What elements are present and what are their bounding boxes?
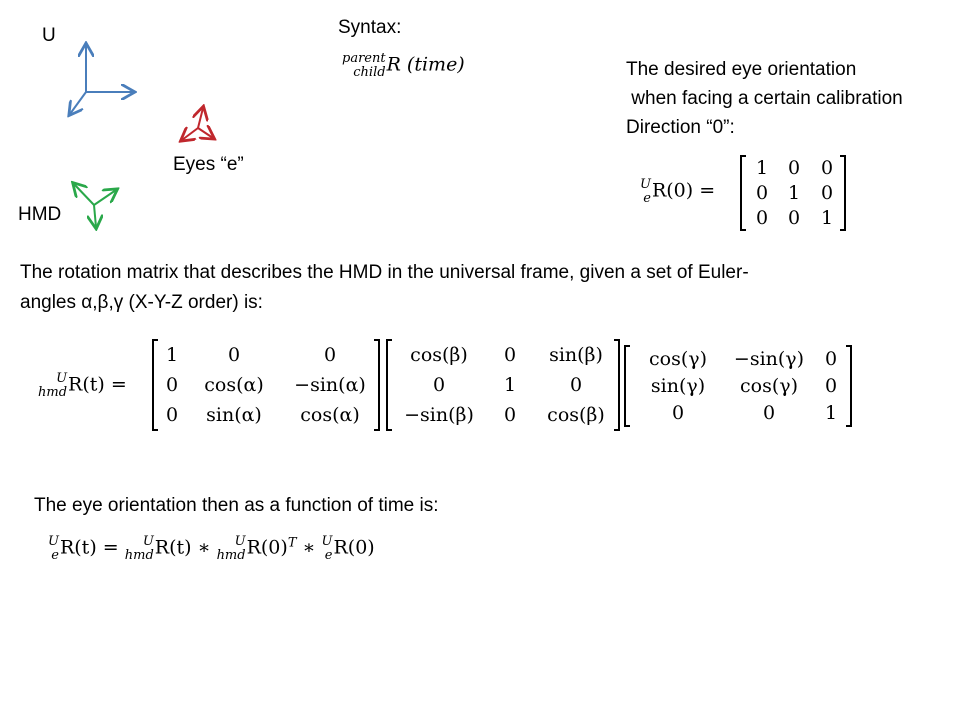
t1-text: R(t) =: [59, 536, 119, 559]
universal-frame-label: U: [42, 25, 56, 46]
desired-lhs-text: R(0) =: [651, 179, 716, 202]
desired-sub: e: [643, 190, 651, 206]
m_desired-cell: 0: [787, 157, 801, 180]
desired-sup: U: [640, 177, 651, 192]
m_z-cell: 1: [824, 401, 838, 424]
syntax-body: R (time): [386, 53, 465, 76]
m_z-cell: 0: [824, 375, 838, 397]
m_desired-cell: 0: [755, 206, 769, 229]
t2-sub: hmd: [124, 547, 154, 563]
t1-sub: e: [51, 547, 59, 563]
t3-op: ∗: [302, 536, 316, 559]
rotation-sub: hmd: [38, 384, 68, 400]
rotation-z-matrix: [624, 346, 852, 426]
m_y-cell: cos(β): [547, 404, 605, 426]
m_desired-cell: 1: [820, 206, 834, 229]
m_z-cell: cos(γ): [739, 375, 798, 397]
eye-time-equation: [48, 535, 375, 562]
rotation-equation-lhs: [38, 372, 127, 399]
rotation-line-2: angles α,β,γ (X-Y-Z order) is:: [20, 292, 263, 313]
t3-sup: U: [234, 534, 246, 549]
hmd-frame-label: HMD: [18, 204, 62, 225]
rotation-y-matrix: [386, 340, 620, 430]
m_desired-cell: 1: [755, 157, 769, 180]
eyes-frame-label: Eyes “e”: [173, 154, 244, 175]
m_y-cell: 0: [569, 374, 583, 396]
t1-sup: U: [48, 534, 59, 549]
t2-sup: U: [142, 534, 154, 549]
m_x-cell: sin(α): [206, 404, 262, 426]
syntax-title: Syntax:: [338, 17, 402, 38]
universal-axes-icon: [70, 45, 133, 114]
m_x-cell: 0: [165, 404, 179, 426]
t3-sub: hmd: [216, 547, 246, 563]
t2-text: R(t) ∗: [154, 536, 211, 559]
t4-text: R(0): [333, 536, 375, 559]
m_x-cell: 1: [165, 344, 179, 366]
m_y-cell: −sin(β): [404, 404, 474, 426]
desired-equation-lhs: [640, 178, 715, 205]
m_z-cell: 0: [762, 401, 776, 424]
desired-line-3: Direction “0”:: [626, 117, 735, 138]
m_x-cell: −sin(α): [294, 374, 366, 396]
m_desired-cell: 0: [820, 182, 834, 204]
m_z-cell: −sin(γ): [733, 348, 805, 371]
eyes-axes-icon: [182, 108, 213, 140]
m_desired-cell: 0: [820, 157, 834, 180]
m_x-cell: 0: [227, 344, 241, 366]
syntax-parent: parent: [342, 51, 386, 66]
m_y-cell: 0: [503, 344, 517, 366]
m_x-cell: cos(α): [300, 404, 360, 426]
m_desired-cell: 0: [787, 206, 801, 229]
m_y-cell: 0: [432, 374, 446, 396]
syntax-child: child: [353, 64, 386, 80]
m_z-cell: 0: [824, 348, 838, 371]
rotation-x-matrix: [152, 340, 380, 430]
t3-text: R(0): [246, 536, 288, 559]
desired-line-1: The desired eye orientation: [626, 59, 857, 80]
rotation-lhs-text: R(t) =: [68, 373, 127, 396]
rotation-line-1: The rotation matrix that describes the HMD in the universal frame, given a set of Euler-: [20, 262, 749, 283]
eye-time-text: The eye orientation then as a function of time is:: [34, 495, 439, 516]
t4-sub: e: [324, 547, 333, 563]
m_z-cell: 0: [671, 401, 685, 424]
t4-sup: U: [321, 534, 333, 549]
m_y-cell: 1: [503, 374, 517, 396]
hmd-axes-icon: [74, 184, 116, 227]
m_z-cell: sin(γ): [650, 375, 706, 397]
desired-line-2: when facing a certain calibration: [626, 88, 903, 109]
m_desired-cell: 1: [787, 182, 801, 204]
t3-exp: T: [287, 535, 297, 551]
m_y-cell: cos(β): [410, 344, 468, 366]
rotation-sup: U: [56, 371, 68, 386]
m_desired-cell: 0: [755, 182, 769, 204]
m_y-cell: 0: [503, 404, 517, 426]
syntax-notation: [342, 52, 465, 79]
m_z-cell: cos(γ): [648, 348, 707, 371]
m_x-cell: 0: [323, 344, 337, 366]
desired-identity-matrix: [740, 156, 846, 230]
m_x-cell: cos(α): [204, 374, 264, 396]
m_y-cell: sin(β): [549, 344, 603, 366]
m_x-cell: 0: [165, 374, 179, 396]
